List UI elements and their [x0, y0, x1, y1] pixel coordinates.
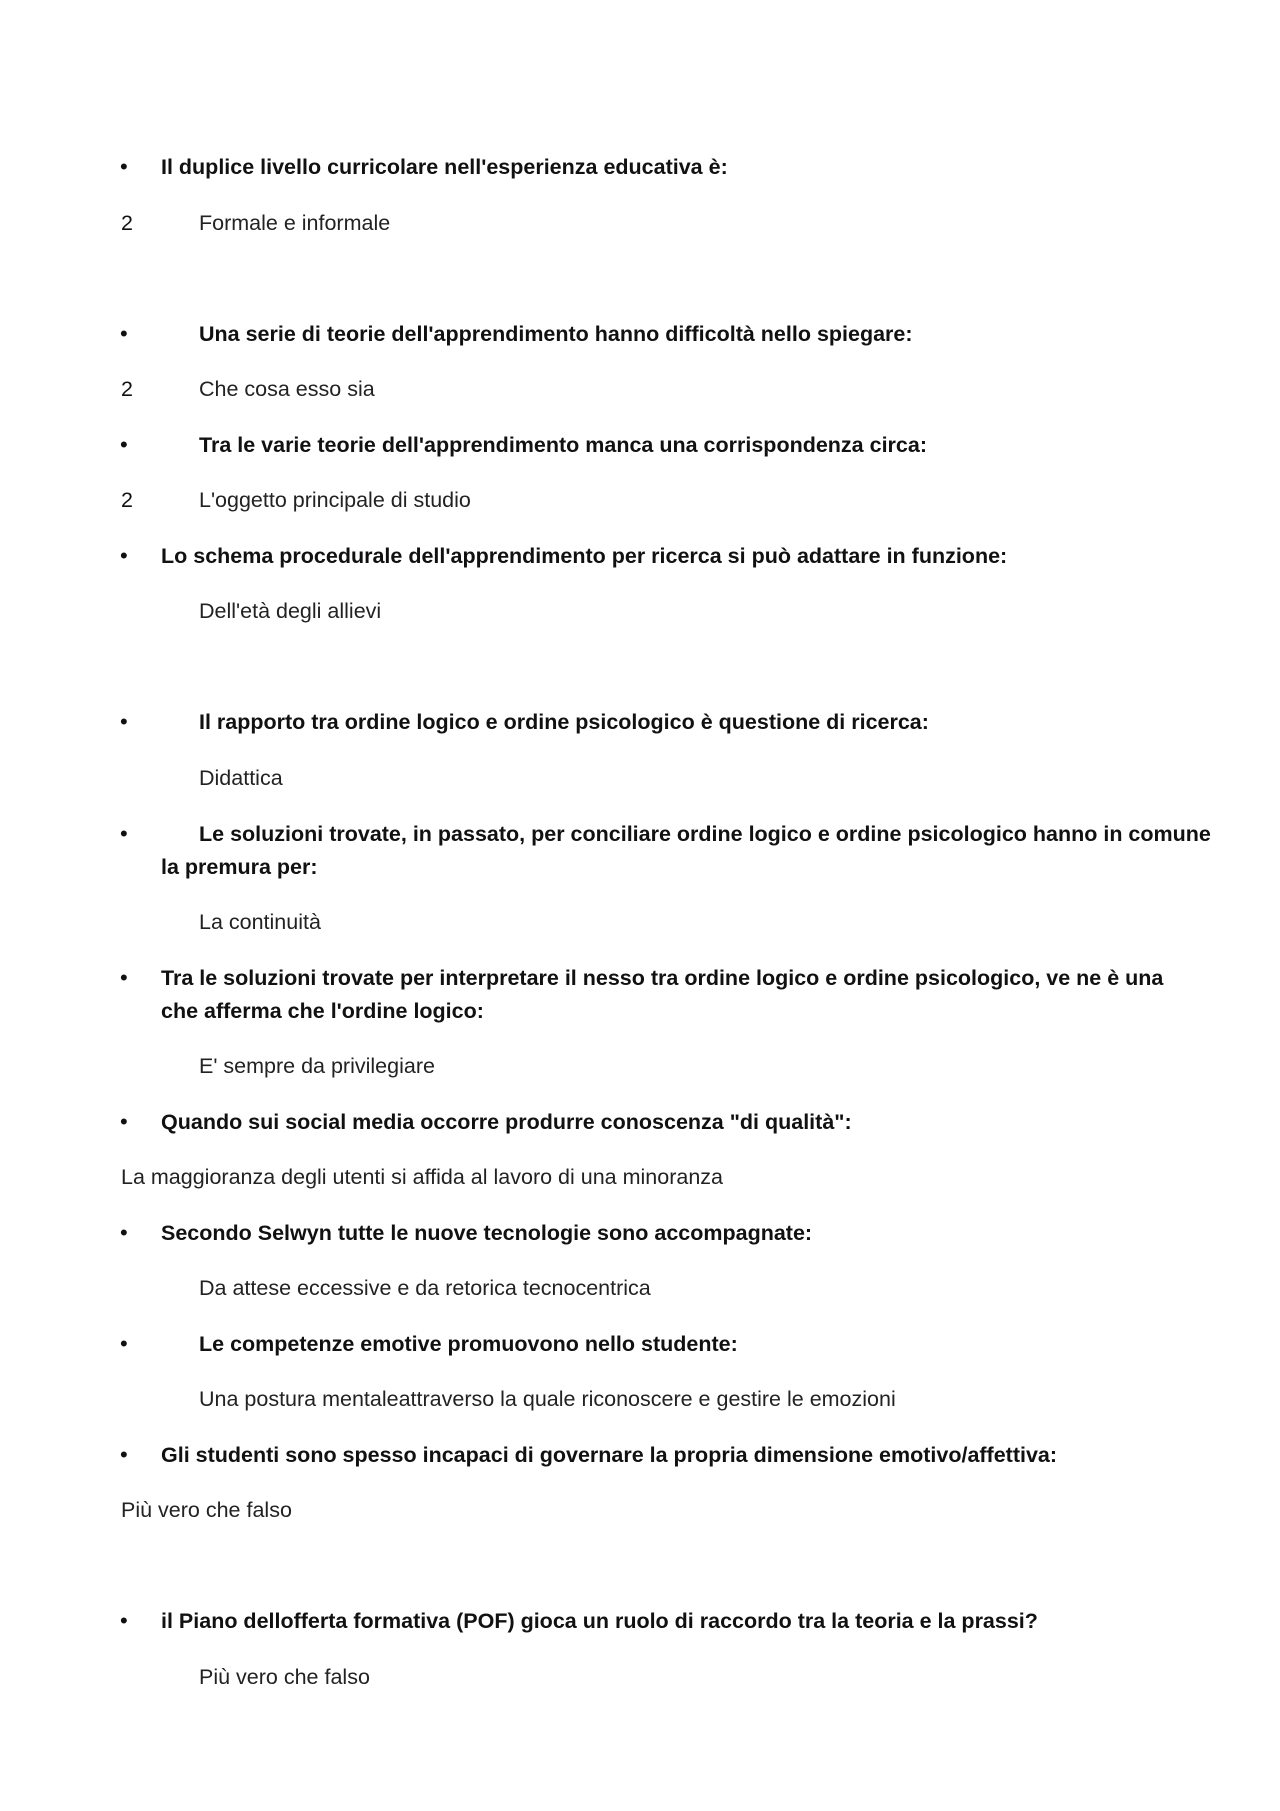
bullet-marker: •	[120, 1442, 128, 1467]
bullet-marker: •	[120, 1331, 128, 1356]
question-text-line2: che afferma che l'ordine logico:	[161, 999, 484, 1023]
answer-number-marker: 2	[121, 211, 133, 235]
question-text: Il duplice livello curricolare nell'esperienza educativa è:	[161, 155, 728, 179]
bullet-marker: •	[120, 154, 128, 179]
answer-text: Che cosa esso sia	[199, 377, 375, 401]
question-text: Una serie di teorie dell'apprendimento hanno difficoltà nello spiegare:	[199, 322, 913, 346]
bullet-marker: •	[120, 965, 128, 990]
answer-text: La maggioranza degli utenti si affida al lavoro di una minoranza	[121, 1165, 723, 1189]
question-text: Gli studenti sono spesso incapaci di governare la propria dimensione emotivo/affettiva:	[161, 1443, 1058, 1467]
answer-text: L'oggetto principale di studio	[199, 488, 471, 512]
question-text: Quando sui social media occorre produrre conoscenza "di qualità":	[161, 1110, 852, 1134]
bullet-marker: •	[120, 1608, 128, 1633]
answer-text: Formale e informale	[199, 211, 391, 235]
bullet-marker: •	[120, 709, 128, 734]
question-text: Lo schema procedurale dell'apprendimento per ricerca si può adattare in funzione:	[161, 544, 1008, 568]
answer-number-marker: 2	[121, 488, 133, 512]
bullet-marker: •	[120, 821, 128, 846]
bullet-marker: •	[120, 1109, 128, 1134]
answer-text: Più vero che falso	[199, 1665, 370, 1689]
bullet-marker: •	[120, 1220, 128, 1245]
answer-text: Dell'età degli allievi	[199, 599, 382, 623]
bullet-marker: •	[120, 432, 128, 457]
answer-text: Da attese eccessive e da retorica tecnocentrica	[199, 1276, 651, 1300]
answer-text: Una postura mentaleattraverso la quale riconoscere e gestire le emozioni	[199, 1387, 896, 1411]
answer-number-marker: 2	[121, 377, 133, 401]
question-text: Le competenze emotive promuovono nello studente:	[199, 1332, 738, 1356]
question-text: Il rapporto tra ordine logico e ordine psicologico è questione di ricerca:	[199, 710, 929, 734]
question-text-line2: la premura per:	[161, 855, 318, 879]
answer-text: La continuità	[199, 910, 321, 934]
question-text: Tra le varie teorie dell'apprendimento manca una corrispondenza circa:	[199, 433, 927, 457]
bullet-marker: •	[120, 543, 128, 568]
bullet-marker: •	[120, 321, 128, 346]
question-text: il Piano dellofferta formativa (POF) gioca un ruolo di raccordo tra la teoria e la prassi?	[161, 1609, 1038, 1633]
question-text: Secondo Selwyn tutte le nuove tecnologie sono accompagnate:	[161, 1221, 813, 1245]
question-text-line1: Tra le soluzioni trovate per interpretare il nesso tra ordine logico e ordine psicologico, ve ne è una	[161, 966, 1164, 990]
question-text-line1: Le soluzioni trovate, in passato, per conciliare ordine logico e ordine psicologico hanno in comune	[199, 822, 1211, 846]
answer-text: E' sempre da privilegiare	[199, 1054, 435, 1078]
answer-text: Più vero che falso	[121, 1498, 292, 1522]
answer-text: Didattica	[199, 766, 283, 790]
